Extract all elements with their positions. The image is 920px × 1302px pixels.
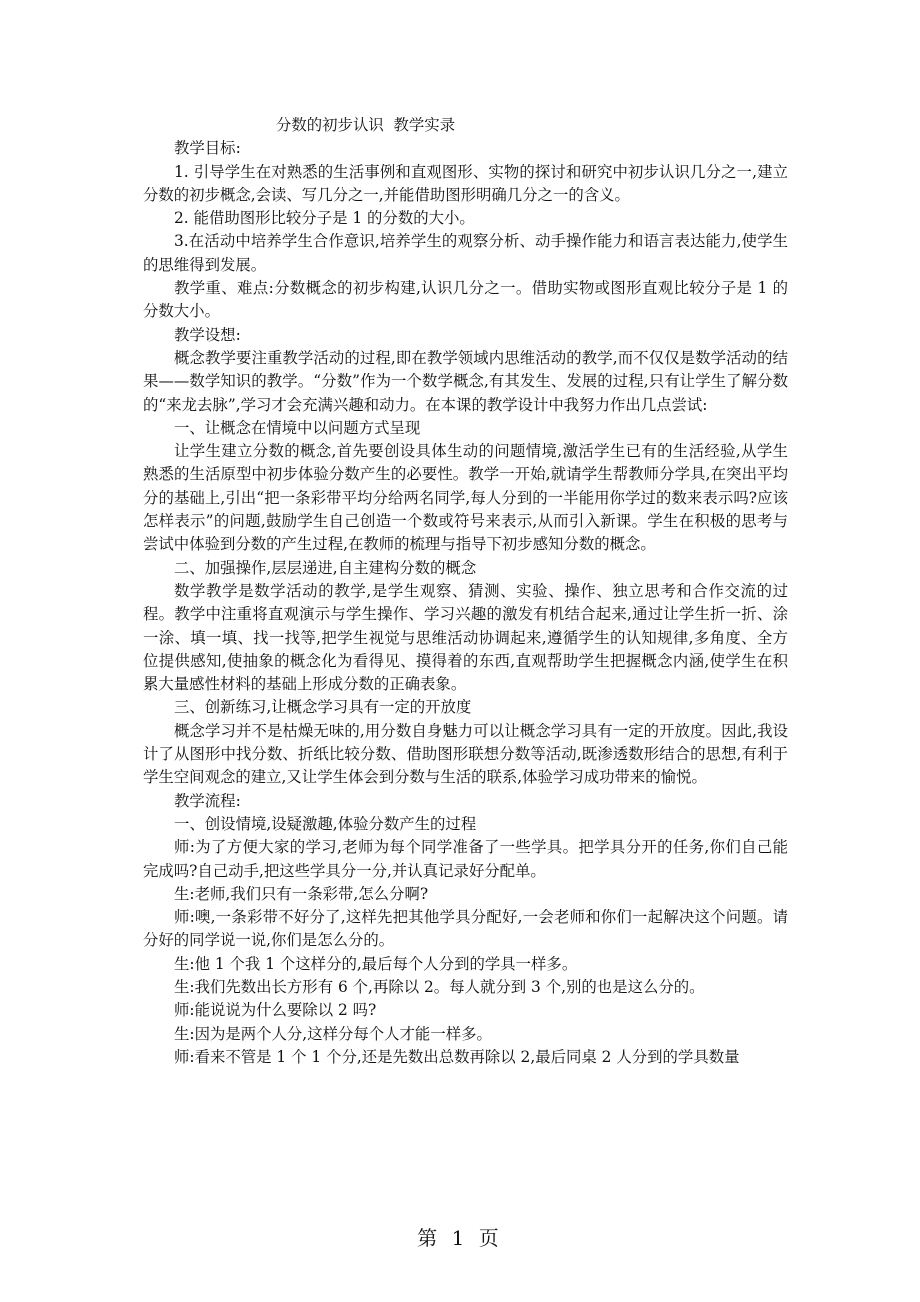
paragraph: 教学设想: <box>174 325 241 344</box>
section-heading: 一、让概念在情境中以问题方式呈现 <box>174 418 421 437</box>
paragraph: 数学教学是数学活动的教学,是学生观察、猜测、实验、操作、独立思考和合作交流的过程。教学中注重将直观演示与学生操作、学习兴趣的激发有机结合起来,通过让学生折一折、涂一涂、填一填、找一找等,把学生视觉与思维活动协调起来,遵循学生的认知规律,多角度、全方位提供感知,使抽象的概念化为看得见、摸得着的东西,直观帮助学生把握概念内涵,使学生在积累大量感性材料的基础上形成分数的正确表象。 <box>143 581 788 694</box>
dialogue-line: 师:噢,一条彩带不好分了,这样先把其他学具分配好,一会老师和你们一起解决这个问题。请分好的同学说一说,你们是怎么分的。 <box>143 908 788 950</box>
page-number: 第 1 页 <box>417 1226 503 1250</box>
dialogue-line: 生:我们先数出长方形有 6 个,再除以 2。每人就分到 3 个,别的也是这么分的。 <box>174 977 705 996</box>
paragraph: 教学重、难点:分数概念的初步构建,认识几分之一。借助实物或图形直观比较分子是 1 的分数大小。 <box>143 279 788 321</box>
section-heading: 一、创设情境,设疑激趣,体验分数产生的过程 <box>174 814 477 833</box>
paragraph: 1. 引导学生在对熟悉的生活事例和直观图形、实物的探讨和研究中初步认识几分之一,建立分数的初步概念,会读、写几分之一,并能借助图形明确几分之一的含义。 <box>143 162 788 204</box>
paragraph: 3.在活动中培养学生合作意识,培养学生的观察分析、动手操作能力和语言表达能力,使学生的思维得到发展。 <box>143 232 788 274</box>
section-heading: 二、加强操作,层层递进,自主建构分数的概念 <box>174 558 477 577</box>
document-body <box>143 114 788 1069</box>
dialogue-line: 师:能说说为什么要除以 2 吗? <box>174 1001 377 1020</box>
dialogue-line: 生:他 1 个我 1 个这样分的,最后每个人分到的学具一样多。 <box>174 954 578 973</box>
dialogue-line: 师:看来不管是 1 个 1 个分,还是先数出总数再除以 2,最后同桌 2 人分到的学具数量 <box>174 1047 740 1066</box>
paragraph: 让学生建立分数的概念,首先要创设具体生动的问题情境,激活学生已有的生活经验,从学生熟悉的生活原型中初步体验分数产生的必要性。教学一开始,就请学生帮教师分学具,在突出平均分的基础上,引出“把一条彩带平均分给两名同学,每人分到的一半能用你学过的数来表示吗?应该怎样表示”的问题,鼓励学生自己创造一个数或符号来表示,从而引入新课。学生在积极的思考与尝试中体验到分数的产生过程,在教师的梳理与指导下初步感知分数的概念。 <box>143 442 788 554</box>
paragraph: 教学目标: <box>174 139 241 158</box>
paragraph: 概念学习并不是枯燥无味的,用分数自身魅力可以让概念学习具有一定的开放度。因此,我设计了从图形中找分数、折纸比较分数、借助图形联想分数等活动,既渗透数形结合的思想,有利于学生空间观念的建立,又让学生体会到分数与生活的联系,体验学习成功带来的愉悦。 <box>143 721 788 787</box>
dialogue-line: 师:为了方便大家的学习,老师为每个同学准备了一些学具。把学具分开的任务,你们自己能完成吗?自己动手,把这些学具分一分,并认真记录好分配单。 <box>143 838 788 880</box>
dialogue-line: 生:老师,我们只有一条彩带,怎么分啊? <box>174 884 429 903</box>
section-heading: 三、创新练习,让概念学习具有一定的开放度 <box>174 698 472 717</box>
paragraph: 概念教学要注重教学活动的过程,即在教学领域内思维活动的教学,而不仅仅是数学活动的结果——数学知识的教学。“分数”作为一个数学概念,有其发生、发展的过程,只有让学生了解分数的“来龙去脉”,学习才会充满兴趣和动力。在本课的教学设计中我努力作出几点尝试: <box>143 348 788 414</box>
dialogue-line: 生:因为是两个人分,这样分每个人才能一样多。 <box>174 1024 492 1043</box>
paragraph: 教学流程: <box>174 791 241 810</box>
paragraph: 2. 能借助图形比较分子是 1 的分数的大小。 <box>174 209 475 228</box>
document-title: 分数的初步认识 教学实录 <box>276 116 456 134</box>
